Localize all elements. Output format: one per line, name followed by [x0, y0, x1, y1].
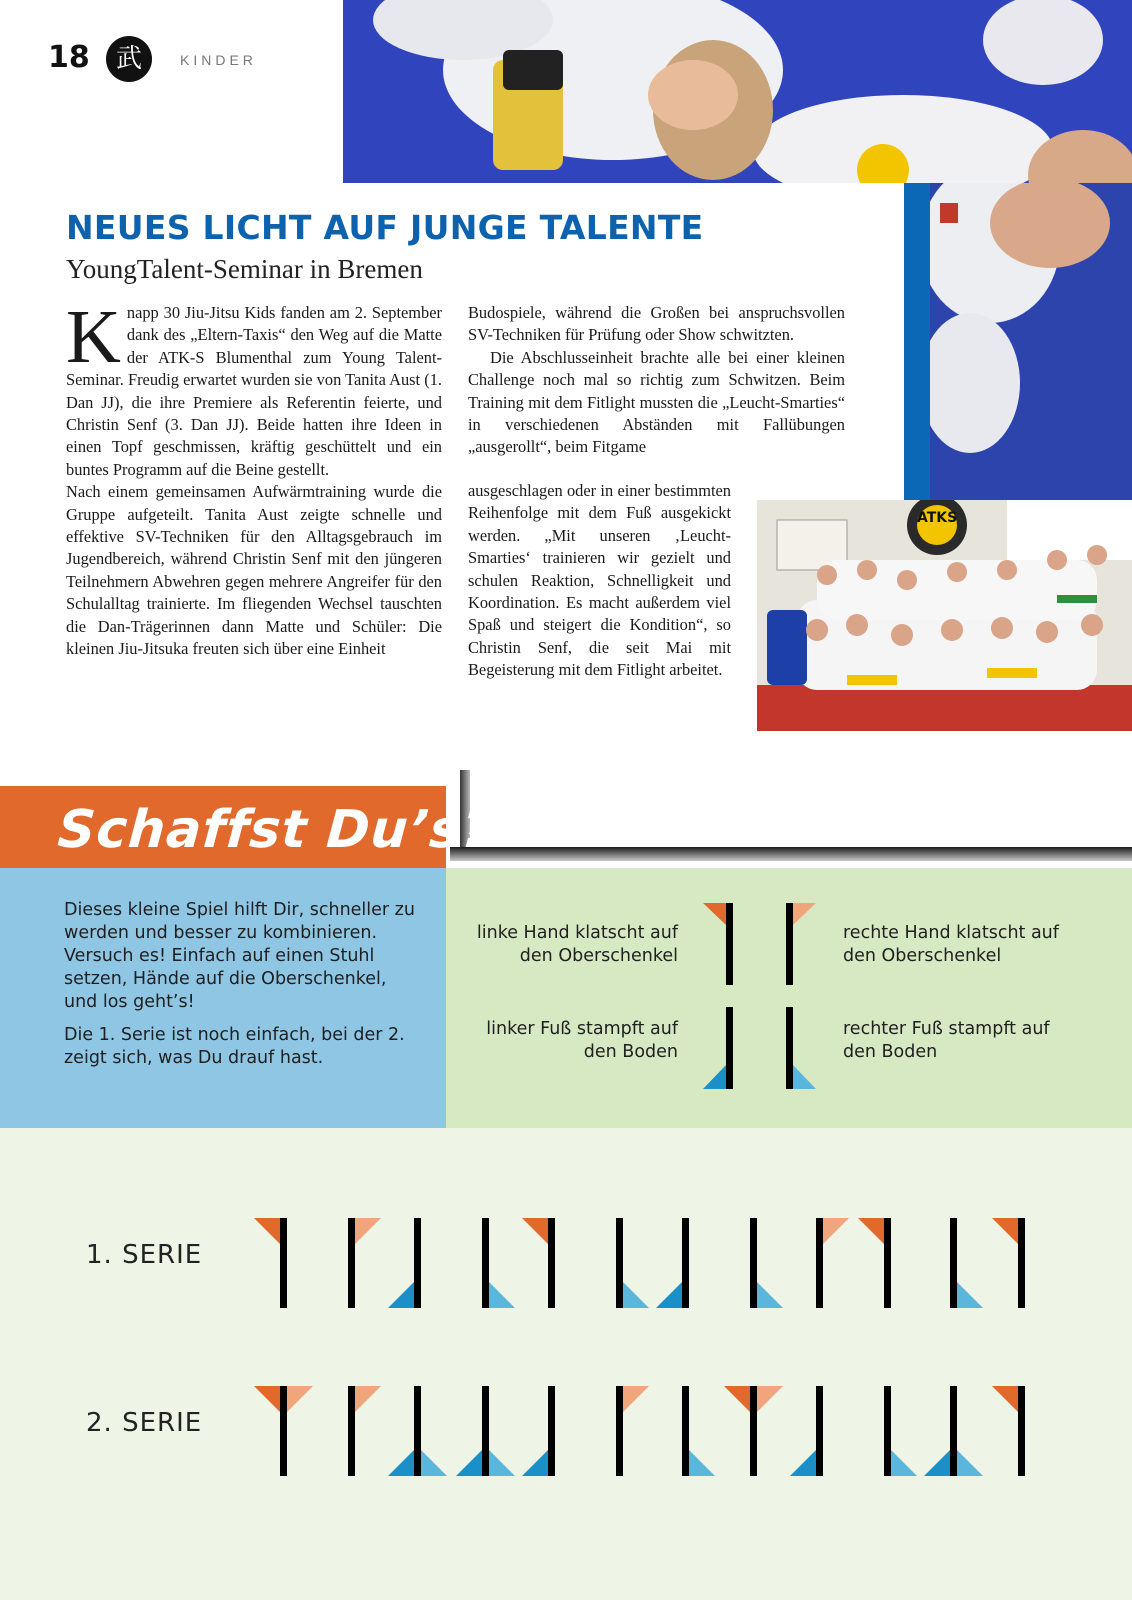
step-symbol	[858, 1218, 891, 1308]
left-foot-mark	[790, 1450, 816, 1476]
step-bar	[414, 1386, 421, 1476]
step-bar	[482, 1218, 489, 1308]
right-foot-mark	[757, 1282, 783, 1308]
legend-left-hand: linke Hand klatscht auf den Oberschenkel	[476, 923, 678, 966]
page-number: 18	[48, 40, 90, 75]
left-hand-mark	[992, 1218, 1018, 1244]
step-symbol	[254, 1218, 287, 1308]
dropcap: K	[66, 295, 121, 379]
legend-left-foot-symbol	[703, 1007, 733, 1089]
step-bar	[280, 1218, 287, 1308]
step-symbol	[790, 1386, 823, 1476]
legend-right-hand-symbol	[786, 903, 816, 985]
budo-logo-icon: 武	[106, 36, 152, 82]
step-symbol	[456, 1386, 515, 1476]
step-symbol	[522, 1218, 555, 1308]
legend-right-foot-symbol	[786, 1007, 816, 1089]
step-bar	[348, 1386, 355, 1476]
left-hand-mark	[254, 1386, 280, 1412]
step-bar	[950, 1218, 957, 1308]
article-column-1	[66, 295, 442, 661]
step-symbol	[388, 1218, 421, 1308]
step-bar	[414, 1218, 421, 1308]
game-intro	[64, 899, 420, 1080]
step-symbol	[950, 1218, 983, 1308]
right-foot-mark	[489, 1450, 515, 1476]
serie-1-sequence	[250, 1208, 1090, 1318]
step-bar	[750, 1218, 757, 1308]
right-hand-mark	[823, 1218, 849, 1244]
step-bar	[682, 1218, 689, 1308]
step-bar	[548, 1386, 555, 1476]
title-shadow-line	[450, 847, 1132, 861]
step-symbol	[724, 1386, 783, 1476]
section-label: KINDER	[180, 52, 257, 68]
step-bar	[682, 1386, 689, 1476]
intro-paragraph: Dieses kleine Spiel hilft Dir, schneller zu werden und besser zu kombinieren. Versuch es! Einfach auf einen Stuhl setzen, Hände auf die Oberschenkel, und los geht’s!	[64, 900, 415, 1012]
left-foot-mark	[456, 1450, 482, 1476]
article-column-2	[468, 302, 845, 459]
left-hand-mark	[522, 1218, 548, 1244]
paragraph: Nach einem gemeinsamen Aufwärmtraining wurde die Gruppe aufgeteilt. Tanita Aust zeigte schnelle und effektive SV-Techniken für den Alltagsgebrauch im Jugendbereich, während Christin Senf mit den jüngeren Teilnehmern Abwehren gegen mehrere Angreifer für den Schulalltag trainierte. Im fliegenden Wechsel tauschten die Dan-Trägerinnen dann Matte und Schüler: Die kleinen Jiu-Jitsuka freuten sich über eine Einheit	[66, 482, 442, 659]
left-foot-mark	[656, 1282, 682, 1308]
accent-bar	[904, 183, 930, 503]
serie-1-label: 1. SERIE	[86, 1240, 203, 1270]
step-symbol	[682, 1386, 715, 1476]
step-symbol	[616, 1386, 649, 1476]
right-foot-mark	[623, 1282, 649, 1308]
banner-text: ATKS	[917, 510, 958, 526]
step-bar	[482, 1386, 489, 1476]
step-symbol	[522, 1386, 555, 1476]
step-symbol	[924, 1386, 983, 1476]
step-symbol	[348, 1386, 381, 1476]
right-foot-mark	[891, 1450, 917, 1476]
judo-training-photo-side	[930, 183, 1132, 503]
step-symbol	[992, 1386, 1025, 1476]
paragraph: ausgeschlagen oder in einer bestimmten Reihenfolge mit dem Fuß ausgekickt werden. „Mit unseren ‚Leucht-Smarties‘ trainieren wir gezielt und schulen Reaktion, Schnelligkeit und Koordination. Es macht außerdem viel Spaß und steigert die Kondition“, so Christin Senf, die seit Mai mit Begeisterung mit dem Fitlight arbeitet.	[468, 481, 731, 680]
step-symbol	[616, 1218, 649, 1308]
legend-left-hand-symbol	[703, 903, 733, 985]
step-symbol	[750, 1218, 783, 1308]
paragraph: Budospiele, während die Großen bei anspruchsvollen SV-Techniken für Prüfung oder Show schwitzten.	[468, 303, 845, 345]
right-hand-mark	[355, 1386, 381, 1412]
left-hand-mark	[858, 1218, 884, 1244]
article-column-2-continued	[468, 480, 731, 682]
group-photo	[757, 500, 1132, 731]
step-bar	[616, 1218, 623, 1308]
left-foot-mark	[924, 1450, 950, 1476]
step-symbol	[388, 1386, 447, 1476]
step-bar	[1018, 1218, 1025, 1308]
right-hand-mark	[287, 1386, 313, 1412]
intro-paragraph: Die 1. Serie ist noch einfach, bei der 2. zeigt sich, was Du drauf hast.	[64, 1025, 405, 1068]
left-foot-mark	[388, 1282, 414, 1308]
legend-right-hand: rechte Hand klatscht auf den Oberschenkel	[843, 923, 1059, 966]
step-bar	[548, 1218, 555, 1308]
step-symbol	[816, 1218, 849, 1308]
legend-left-foot: linker Fuß stampft auf den Boden	[486, 1019, 678, 1062]
serie-2-sequence	[250, 1376, 1090, 1486]
right-foot-mark	[957, 1450, 983, 1476]
legend-right-foot: rechter Fuß stampft auf den Boden	[843, 1019, 1050, 1062]
step-bar	[1018, 1386, 1025, 1476]
step-bar	[280, 1386, 287, 1476]
article-subtitle: YoungTalent-Seminar in Bremen	[66, 254, 423, 284]
step-bar	[950, 1386, 957, 1476]
game-title: Schaffst Du’s?	[55, 800, 495, 860]
paragraph: Die Abschlusseinheit brachte alle bei einer kleinen Challenge noch mal so richtig zum Schwitzen. Beim Training mit dem Fitlight mussten die „Leucht-Smarties“ in verschiedenen Abständen mit Fallübungen „ausgerollt“, beim Fitgame	[468, 347, 845, 457]
left-foot-mark	[388, 1450, 414, 1476]
left-foot-mark	[522, 1450, 548, 1476]
step-symbol	[254, 1386, 313, 1476]
right-foot-mark	[689, 1450, 715, 1476]
legend-symbols	[690, 895, 830, 1095]
judo-training-photo	[343, 0, 1132, 183]
paragraph: napp 30 Jiu-Jitsu Kids fanden am 2. September dank des „Eltern-Taxis“ den Weg auf die Matte der ATK-S Blumenthal zum Young Talent-Seminar. Freudig erwartet wurden sie von Tanita Aust (1. Dan JJ), die ihre Premiere als Referentin feierte, und Christin Senf (3. Dan JJ). Beide hatten ihre Ideen in einen Topf geschmissen, kräftig geschüttelt und ein buntes Programm auf die Beine gestellt.	[66, 303, 442, 479]
right-foot-mark	[421, 1450, 447, 1476]
step-bar	[816, 1218, 823, 1308]
step-symbol	[348, 1218, 381, 1308]
serie-2-label: 2. SERIE	[86, 1408, 203, 1438]
left-hand-mark	[254, 1218, 280, 1244]
step-bar	[750, 1386, 757, 1476]
step-bar	[616, 1386, 623, 1476]
step-bar	[884, 1218, 891, 1308]
right-hand-mark	[623, 1386, 649, 1412]
step-bar	[816, 1386, 823, 1476]
right-foot-mark	[489, 1282, 515, 1308]
step-symbol	[482, 1218, 515, 1308]
step-symbol	[656, 1218, 689, 1308]
step-symbol	[884, 1386, 917, 1476]
step-symbol	[992, 1218, 1025, 1308]
step-bar	[884, 1386, 891, 1476]
left-hand-mark	[724, 1386, 750, 1412]
step-bar	[348, 1218, 355, 1308]
article-headline: NEUES LICHT AUF JUNGE TALENTE	[66, 208, 704, 247]
right-hand-mark	[355, 1218, 381, 1244]
game-series-box	[0, 1128, 1132, 1600]
right-hand-mark	[757, 1386, 783, 1412]
right-foot-mark	[957, 1282, 983, 1308]
left-hand-mark	[992, 1386, 1018, 1412]
